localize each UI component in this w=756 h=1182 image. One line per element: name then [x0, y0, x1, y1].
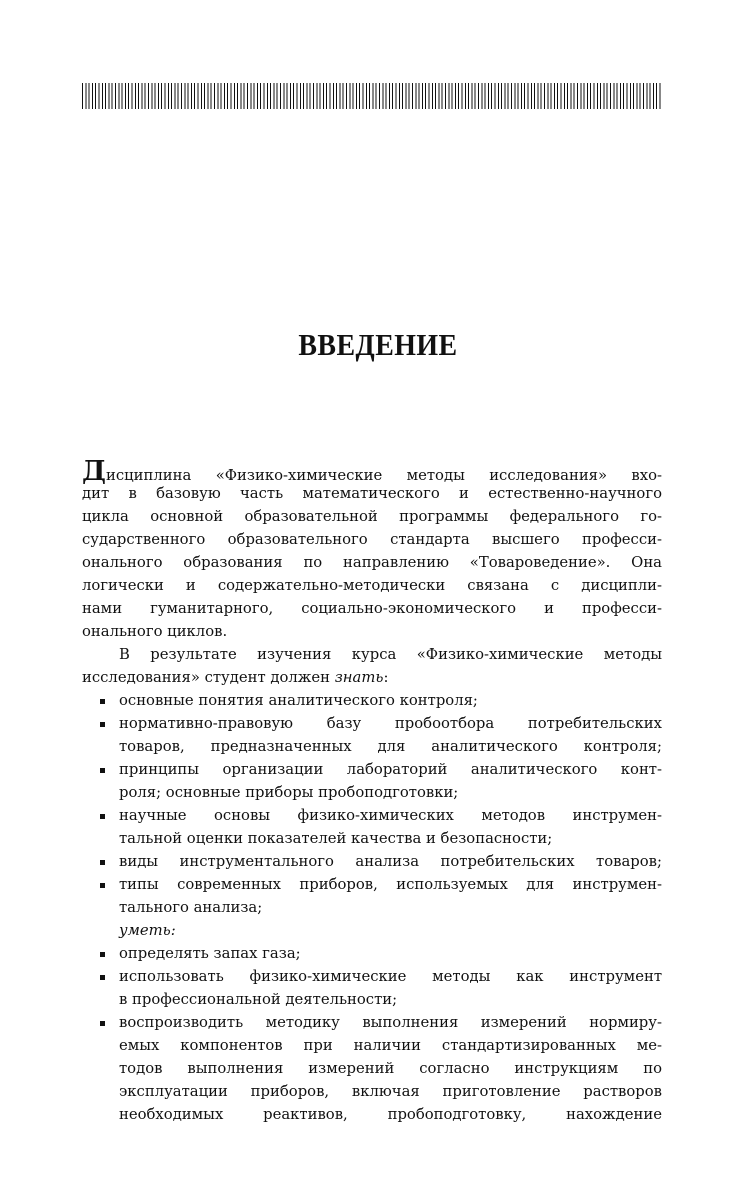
intro-line: сударственного образовательного стандарта высшего професси-: [82, 531, 662, 548]
bullet-icon: [100, 952, 105, 957]
know-list-item: нормативно-правовую базу пробоотбора потребительских: [100, 713, 662, 735]
chapter-title: ВВЕДЕНИЕ: [298, 327, 458, 362]
know-list-item-continuation: товаров, предназначенных для аналитического контроля;: [119, 738, 662, 755]
know-label: знать: [334, 669, 384, 686]
bullet-icon: [100, 975, 105, 980]
know-list-item: типы современных приборов, используемых для инструмен-: [100, 874, 662, 896]
skill-list-item-continuation: эксплуатации приборов, включая приготовление растворов: [119, 1083, 662, 1100]
know-list-item: виды инструментального анализа потребительских товаров;: [100, 851, 662, 873]
know-list-item: научные основы физико-химических методов инструмен-: [100, 805, 662, 827]
bullet-icon: [100, 768, 105, 773]
intro-line: онального образования по направлению «Товароведение». Она: [82, 554, 662, 571]
bullet-icon: [100, 814, 105, 819]
skill-list-item: воспроизводить методику выполнения измерений нормиру-: [100, 1012, 662, 1034]
intro-line: Дисциплина «Физико-химические методы исследования» вхо-: [82, 456, 662, 487]
know-list-item-continuation: роля; основные приборы пробоподготовки;: [119, 784, 459, 801]
drop-cap: Д: [82, 456, 107, 487]
intro-line: онального циклов.: [82, 623, 228, 640]
skill-list-item: определять запах газа;: [100, 943, 662, 965]
know-list-item-continuation: тального анализа;: [119, 899, 263, 916]
know-list-item: принципы организации лабораторий аналитического конт-: [100, 759, 662, 781]
bullet-icon: [100, 1021, 105, 1026]
intro-line: цикла основной образовательной программы федерального го-: [82, 508, 662, 525]
skill-list-item-continuation: тодов выполнения измерений согласно инструкциям по: [119, 1060, 662, 1077]
intro-line: нами гуманитарного, социально-экономического и професси-: [82, 600, 662, 617]
result-line: В результате изучения курса «Физико-химические методы: [119, 646, 662, 663]
intro-line: дит в базовую часть математического и естественно-научного: [82, 485, 662, 502]
bullet-icon: [100, 699, 105, 704]
skill-list-item: использовать физико-химические методы как инструмент: [100, 966, 662, 988]
skill-list-item-continuation: емых компонентов при наличии стандартизированных ме-: [119, 1037, 662, 1054]
skill-list-item-continuation: в профессиональной деятельности;: [119, 991, 398, 1008]
skill-list-item-continuation: необходимых реактивов, пробоподготовку, нахождение: [119, 1106, 662, 1123]
know-list-item: основные понятия аналитического контроля;: [100, 690, 662, 712]
bullet-icon: [100, 722, 105, 727]
intro-line: логически и содержательно-методически связана с дисципли-: [82, 577, 662, 594]
bullet-icon: [100, 860, 105, 865]
bullet-icon: [100, 883, 105, 888]
header-decorative-band: [82, 83, 662, 109]
skills-label: уметь:: [119, 922, 176, 939]
know-list-item-continuation: тальной оценки показателей качества и безопасности;: [119, 830, 553, 847]
result-line: исследования» студент должен знать:: [82, 669, 389, 686]
